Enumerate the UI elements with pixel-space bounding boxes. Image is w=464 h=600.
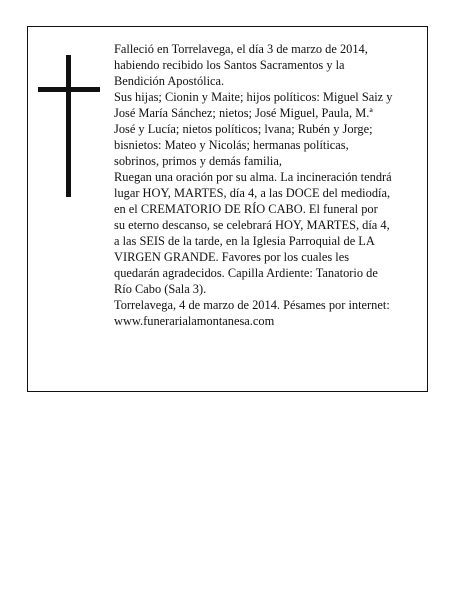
text-line: sobrinos, primos y demás familia, xyxy=(114,154,282,168)
text-line: en el CREMATORIO DE RÍO CABO. El funeral por xyxy=(114,202,378,216)
obituary-notice xyxy=(27,26,428,392)
cross-horizontal-bar xyxy=(38,87,100,92)
text-line: José y Lucía; nietos políticos; lvana; Rubén y Jorge; xyxy=(114,122,373,136)
text-line: lugar HOY, MARTES, día 4, a las DOCE del mediodía, xyxy=(114,186,391,200)
text-line: Sus hijas; Cionin y Maite; hijos políticos: Miguel Saiz y xyxy=(114,90,393,104)
text-line: Bendición Apostólica. xyxy=(114,74,225,88)
cross-icon xyxy=(38,55,100,197)
text-line: a las SEIS de la tarde, en la Iglesia Parroquial de LA xyxy=(114,234,375,248)
text-line: bisnietos: Mateo y Nicolás; hermanas políticas, xyxy=(114,138,349,152)
text-line: VIRGEN GRANDE. Favores por los cuales les xyxy=(114,250,350,264)
text-line: Ruegan una oración por su alma. La incineración tendrá xyxy=(114,170,392,184)
text-line: quedarán agradecidos. Capilla Ardiente: Tanatorio de xyxy=(114,266,378,280)
website-line[interactable]: www.funerarialamontanesa.com xyxy=(114,314,275,328)
text-line: Torrelavega, 4 de marzo de 2014. Pésames por internet: xyxy=(114,298,390,312)
obituary-text xyxy=(114,41,424,329)
text-line: su eterno descanso, se celebrará HOY, MARTES, día 4, xyxy=(114,218,390,232)
text-line: habiendo recibido los Santos Sacramentos y la xyxy=(114,58,345,72)
text-line: José María Sánchez; nietos; José Miguel, Paula, M.ª xyxy=(114,106,373,120)
text-line: Río Cabo (Sala 3). xyxy=(114,282,207,296)
cross-vertical-bar xyxy=(66,55,71,197)
text-line: Falleció en Torrelavega, el día 3 de marzo de 2014, xyxy=(114,42,368,56)
